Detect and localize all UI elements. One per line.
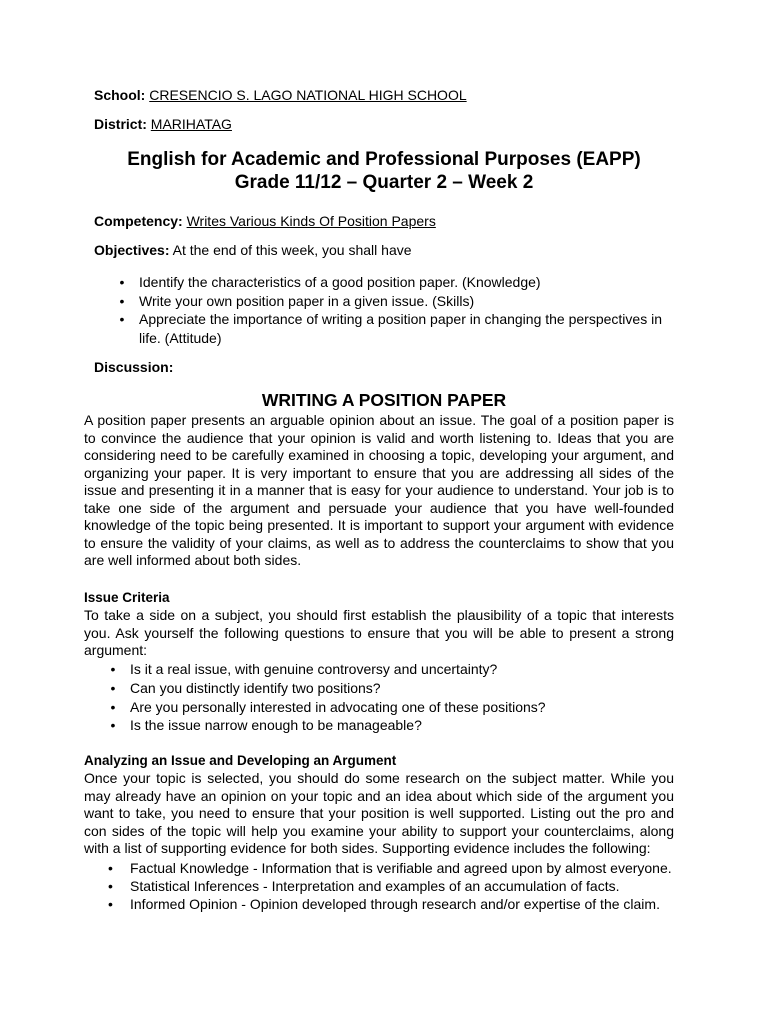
district-label: District: (94, 116, 147, 132)
bullet-icon: • (108, 896, 113, 912)
objectives-intro: At the end of this week, you shall have (169, 242, 412, 258)
competency-label: Competency: (94, 213, 183, 229)
list-item: • Are you personally interested in advocating one of these positions? (130, 698, 674, 717)
bullet-icon: • (110, 661, 116, 677)
bullet-icon: • (110, 717, 116, 734)
bullet-icon: • (119, 292, 125, 309)
list-item: • Factual Knowledge - Information that is verifiable and agreed upon by almost everyone. (108, 860, 672, 876)
intro-paragraph: A position paper presents an arguable opinion about an issue. The goal of a position paper is to convince the audience that your opinion is valid and worth listening to. Ideas that you are considering need to be carefully examined in choosing a topic, developing your argument, and organizing your paper. It is very important to ensure that you are addressing all sides of the issue and presenting it in a manner that is easy for your audience to understand. Your job is to take one side of the argument and persuade your audience that you have well-founded knowledge of the topic being presented. It is important to support your argument with evidence to ensure the validity of your claims, as well as to address the counterclaims to show that you are well informed about both sides. (84, 412, 674, 568)
list-item: • Informed Opinion - Opinion developed through research and/or expertise of the claim. (108, 896, 660, 912)
bullet-icon: • (110, 698, 116, 715)
objectives-label: Objectives: (94, 242, 170, 258)
school-line (94, 87, 467, 105)
list-item: • Identify the characteristics of a good position paper. (Knowledge) (139, 273, 674, 292)
bullet-icon: • (119, 274, 125, 290)
issue-criteria-paragraph: To take a side on a subject, you should first establish the plausibility of a topic that interests you. Ask yourself the following questions to ensure that you will be able to present a strong argument: (84, 607, 674, 658)
list-item: • Is the issue narrow enough to be manageable? (130, 716, 674, 735)
bullet-icon: • (110, 679, 116, 696)
issue-criteria-list (110, 660, 674, 735)
discussion-label: Discussion: (94, 359, 174, 375)
school-value: CRESENCIO S. LAGO NATIONAL HIGH SCHOOL (149, 87, 467, 103)
section-title: WRITING A POSITION PAPER (261, 390, 507, 410)
analyzing-paragraph: Once your topic is selected, you should do some research on the subject matter. While you may already have an opinion on your topic and an idea about which side of the argument you want to take, you need to ensure that your position is well supported. Listing out the pro and con sides of the topic will help you examine your ability to support your counterclaims, along with a list of supporting evidence for both sides. Supporting evidence includes the following: (84, 770, 674, 856)
competency-line (94, 213, 436, 231)
objectives-line (94, 242, 412, 260)
analyzing-heading: Analyzing an Issue and Developing an Argument (84, 753, 397, 768)
school-label: School: (94, 87, 146, 103)
list-item: • Statistical Inferences - Interpretation and examples of an accumulation of facts. (108, 878, 620, 894)
issue-criteria-heading: Issue Criteria (84, 590, 170, 605)
district-value: MARIHATAG (150, 116, 232, 132)
page-title: English for Academic and Professional Purposes (EAPP) (127, 149, 641, 170)
list-item: • Appreciate the importance of writing a position paper in changing the perspectives in life. (Attitude) (139, 310, 674, 347)
bullet-icon: • (108, 860, 113, 876)
objectives-list (119, 273, 674, 347)
evidence-list (108, 859, 674, 913)
bullet-icon: • (108, 878, 113, 894)
list-item: • Can you distinctly identify two positions? (130, 679, 674, 698)
competency-value: Writes Various Kinds Of Position Papers (186, 213, 436, 229)
list-item: • Write your own position paper in a given issue. (Skills) (139, 292, 674, 311)
page-subtitle: Grade 11/12 – Quarter 2 – Week 2 (234, 172, 534, 193)
bullet-icon: • (119, 311, 125, 327)
district-line (94, 116, 232, 134)
list-item: • Is it a real issue, with genuine controversy and uncertainty? (130, 660, 674, 679)
